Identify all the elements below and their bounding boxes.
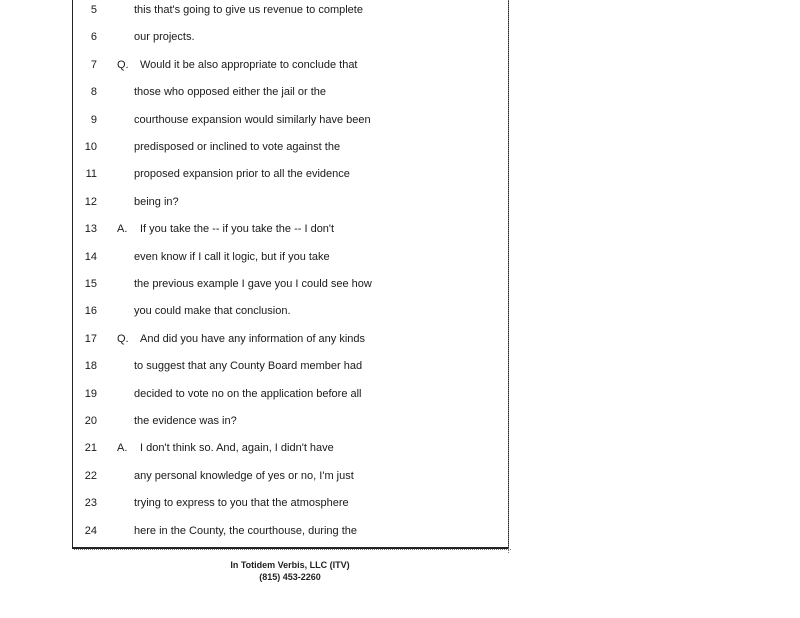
line-number: 21 — [84, 442, 97, 455]
speaker-marker: Q. — [117, 58, 129, 71]
transcript-line — [73, 470, 508, 490]
line-text: to suggest that any County Board member had — [134, 360, 363, 373]
line-text: proposed expansion prior to all the evidence — [134, 168, 350, 181]
line-text: the evidence was in? — [134, 415, 237, 427]
line-text: courthouse expansion would similarly have been — [134, 113, 371, 126]
line-number: 12 — [84, 195, 97, 208]
page-edge-right — [508, 0, 512, 553]
transcript-line — [73, 278, 508, 298]
transcript-line — [73, 4, 508, 24]
line-text: even know if I call it logic, but if you take — [134, 250, 330, 263]
line-text: And did you have any information of any kinds — [140, 332, 366, 345]
transcript-line — [73, 223, 508, 243]
line-text: this that's going to give us revenue to complete — [134, 4, 363, 16]
transcript-line — [73, 59, 508, 79]
line-number: 23 — [84, 497, 97, 510]
line-text: I don't think so. And, again, I didn't have — [140, 442, 334, 455]
line-number: 13 — [84, 223, 97, 236]
line-text: the previous example I gave you I could see how — [134, 278, 372, 290]
line-number: 16 — [84, 305, 97, 318]
line-text: our projects. — [134, 31, 195, 44]
line-number: 11 — [85, 168, 97, 181]
transcript-page — [72, 0, 509, 549]
transcript-line — [73, 31, 508, 51]
transcript-line — [73, 141, 508, 161]
footer-phone: (815) 453-2260 — [259, 572, 321, 582]
line-number: 17 — [84, 332, 97, 345]
line-text: here in the County, the courthouse, during the — [134, 524, 357, 537]
speaker-marker: A. — [117, 223, 128, 236]
line-number: 18 — [84, 360, 97, 373]
line-number: 6 — [90, 31, 97, 44]
transcript-line — [73, 196, 508, 216]
line-text: decided to vote no on the application before all — [134, 387, 362, 400]
speaker-marker: A. — [117, 442, 128, 455]
line-text: those who opposed either the jail or the — [134, 86, 327, 99]
line-text: predisposed or inclined to vote against the — [134, 141, 341, 153]
speaker-marker: Q. — [117, 332, 129, 345]
line-number: 22 — [84, 469, 97, 482]
transcript-line — [73, 525, 508, 545]
transcript-line — [73, 114, 508, 134]
line-number: 8 — [90, 86, 97, 99]
transcript-line — [73, 333, 508, 353]
line-number: 10 — [84, 141, 97, 153]
line-text: being in? — [134, 195, 179, 208]
transcript-line — [73, 388, 508, 408]
transcript-line — [73, 305, 508, 325]
line-number: 20 — [84, 415, 97, 427]
line-number: 7 — [90, 58, 97, 71]
transcript-line — [73, 251, 508, 271]
line-text: any personal knowledge of yes or no, I'm just — [134, 469, 354, 482]
line-text: you could make that conclusion. — [134, 305, 291, 318]
line-number: 5 — [90, 4, 97, 16]
line-text: If you take the -- if you take the -- I don't — [140, 223, 335, 236]
line-text: trying to express to you that the atmosphere — [134, 497, 349, 510]
footer-company: In Totidem Verbis, LLC (ITV) — [230, 560, 350, 570]
transcript-line — [73, 442, 508, 462]
page-edge-bottom — [74, 549, 511, 553]
line-number: 14 — [84, 250, 97, 263]
line-number: 15 — [84, 278, 97, 290]
transcript-line — [73, 415, 508, 435]
transcript-line — [73, 168, 508, 188]
line-number: 9 — [90, 113, 97, 126]
line-number: 24 — [84, 524, 97, 537]
line-number: 19 — [84, 387, 97, 400]
transcript-line — [73, 360, 508, 380]
transcript-line — [73, 497, 508, 517]
line-text: Would it be also appropriate to conclude that — [140, 58, 358, 71]
transcript-line — [73, 86, 508, 106]
